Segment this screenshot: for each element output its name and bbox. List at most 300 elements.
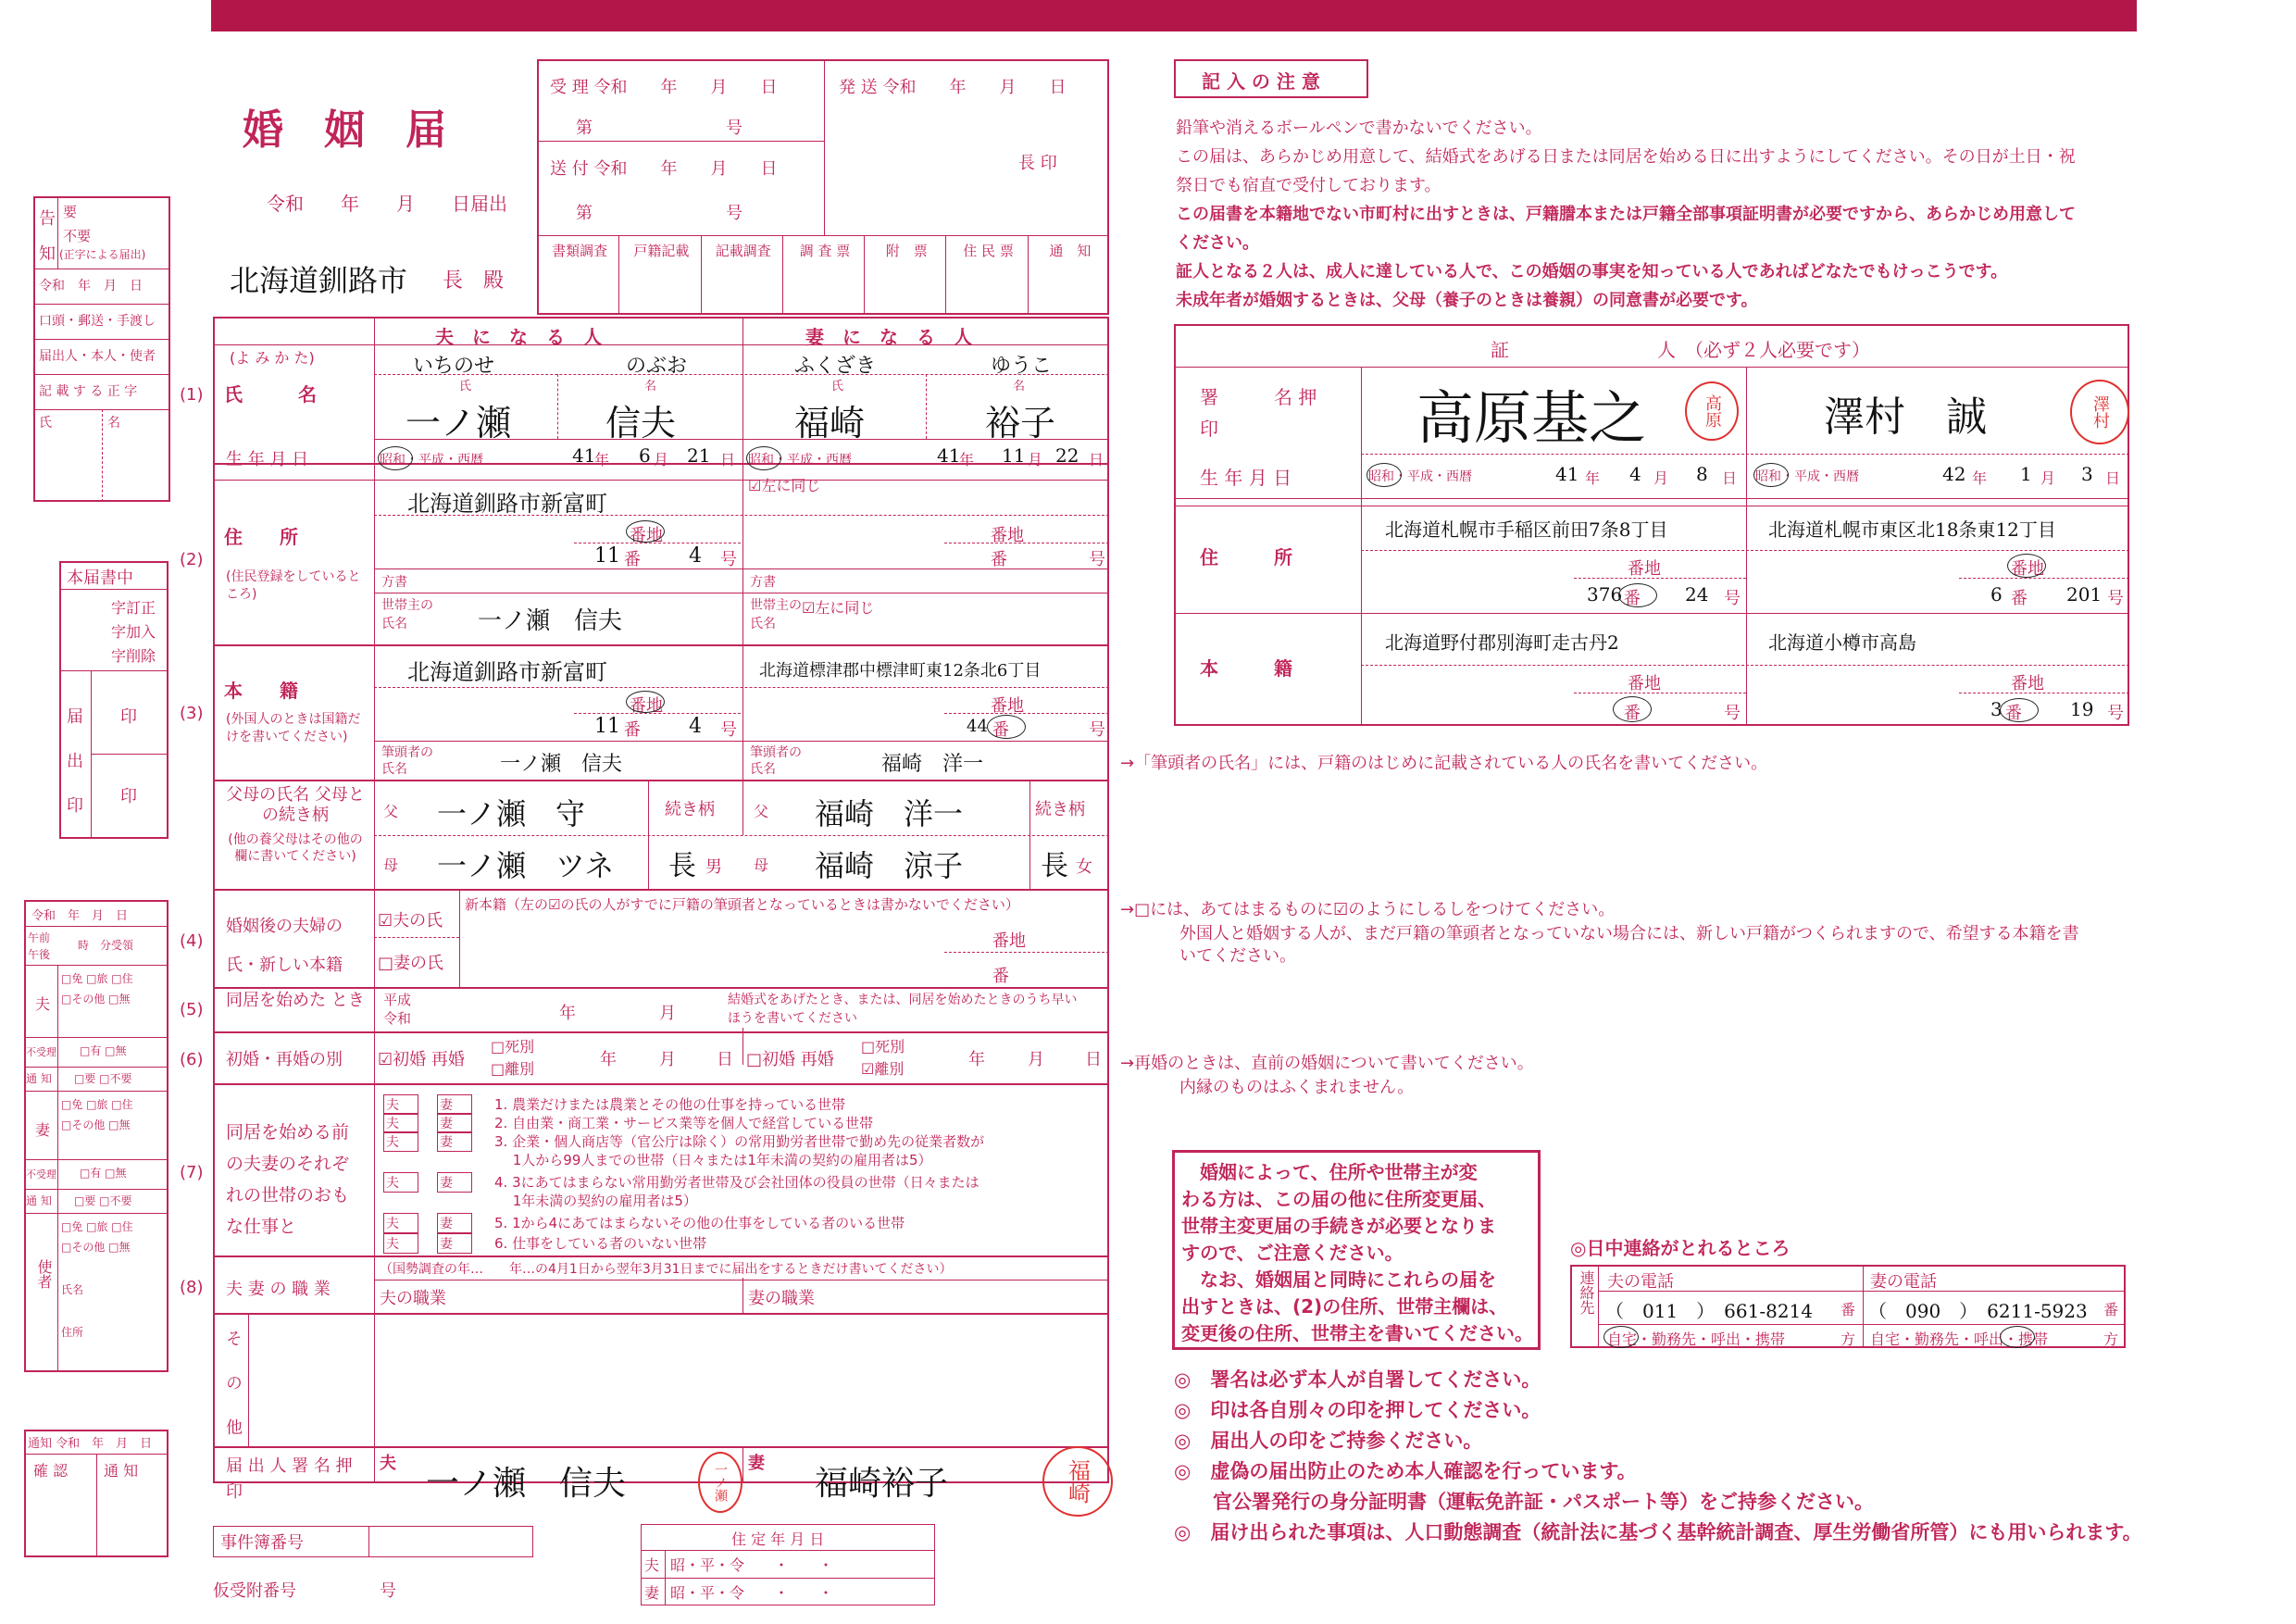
h-birth-day: 21 — [687, 444, 711, 467]
w2-hon-go-num: 19 — [2070, 698, 2094, 720]
check-cell-1: 戸籍記載 — [633, 243, 690, 259]
h-address: 北海道釧路市新富町 — [407, 491, 607, 517]
w2-hon-ban: 番 — [2005, 704, 2022, 723]
shigoto-fu-box[interactable]: 夫 — [383, 1233, 418, 1254]
note-line-5: 証人となる２人は、成人に達している人で、この婚姻の事実を知っている人であればどなたでもけっこうです。 — [1176, 262, 2008, 281]
w2-addr-ban-num: 6 — [1990, 583, 2003, 606]
todoke-char-1: 届 — [67, 707, 83, 727]
h-setainushi-label: 世帯主の氏名 — [381, 598, 433, 631]
receipt-send-no: 第 号 — [576, 204, 742, 223]
w-mother: 福崎 涼子 — [815, 848, 964, 883]
w2-hon-ban-num: 3 — [1990, 698, 2003, 720]
w-job-label: 妻の職業 — [748, 1289, 815, 1308]
kokuchi-opt-3: (正字による届出) — [59, 248, 146, 261]
contact-w-options: 自宅・勤務先・呼出・携帯 — [1870, 1330, 2049, 1348]
h-birth-d-unit: 日 — [720, 451, 736, 468]
h-birth-year: 41 — [572, 444, 596, 467]
shigoto-item-0: 1. 農業だけまたは農業とその他の仕事を持っている世帯 — [494, 1096, 846, 1113]
seal-label-1: 印 — [120, 707, 137, 727]
h-sign-label: 夫 — [380, 1454, 396, 1473]
check-divider — [864, 235, 865, 315]
note-line-6: 未成年者が婚姻するときは、父母（養子のときは養親）の同意書が必要です。 — [1176, 291, 1758, 310]
arrow-note-2a: →□には、あてはまるものに☑のようにしるしをつけてください。 — [1120, 900, 1616, 919]
w-birth-day: 22 — [1055, 444, 1079, 467]
honchu-item-3: 字削除 — [111, 647, 156, 665]
w-saikon-day: 日 — [1085, 1050, 1102, 1069]
juri-h-other: □その他 □無 — [61, 993, 131, 1006]
w1-honseki: 北海道野付郡別海町走古丹2 — [1385, 631, 1619, 654]
sec-3: (3) — [180, 704, 204, 723]
todoke-char-3: 印 — [67, 796, 83, 816]
form-title: 婚 姻 届 — [243, 106, 446, 154]
honseki-label: 本 籍 — [224, 680, 298, 702]
h-saikon-day: 日 — [717, 1050, 733, 1069]
contact-h-ban: 番 — [1841, 1301, 1856, 1318]
contact-title: ◎日中連絡がとれるところ — [1570, 1237, 1791, 1259]
w-hittosha-label: 筆頭者の氏名 — [750, 745, 802, 777]
change-line-0: 婚姻によって、住所や世帯主が変 — [1200, 1161, 1478, 1183]
juri-s-menkyo: □免 □旅 □住 — [61, 1220, 133, 1233]
shigoto-fu-box[interactable]: 夫 — [383, 1113, 418, 1133]
shigoto-item-2: 3. 企業・個人商店等（官公庁は除く）の常用勤労者世帯で勤め先の従業者数が — [494, 1133, 985, 1150]
juri-s-addr: 住所 — [61, 1326, 84, 1339]
h-saikon-year: 年 — [600, 1050, 617, 1069]
w-father: 福崎 洋一 — [815, 796, 964, 831]
sec-4: (4) — [180, 931, 204, 951]
shigoto-tsuma-box[interactable]: 妻 — [437, 1113, 472, 1133]
w1-birth-d-unit: 日 — [1722, 469, 1738, 487]
shigoto-item-3: 1人から99人までの世帯（日々または1年未満の契約の雇用者は5） — [494, 1152, 932, 1168]
margin-row-1: 令和 年 月 日 — [39, 279, 143, 294]
confirm-tsuchi: 通 知 — [104, 1462, 139, 1480]
bullet-1: ◎ 印は各自別々の印を押してください。 — [1174, 1399, 1541, 1421]
h-seal: 一ノ瀬 — [698, 1452, 742, 1513]
w-kana-mei: ゆうこ — [991, 355, 1053, 378]
witness-addr-label: 住 所 — [1200, 546, 1292, 568]
shigoto-label: 同居を始める前の夫妻のそれぞれの世帯のおもな仕事と — [226, 1122, 350, 1237]
w-hittosha: 福崎 洋一 — [881, 753, 984, 776]
h-signature: 一ノ瀬 信夫 — [426, 1465, 627, 1503]
w1-name: 高原基之 — [1416, 384, 1647, 452]
h-ribetsu[interactable]: □離別 — [491, 1060, 535, 1078]
birth-label: 生 年 月 日 — [226, 450, 309, 469]
check-divider — [1028, 235, 1029, 315]
w2-birth-d: 3 — [2081, 463, 2093, 485]
address-note: (住民登録をしているところ) — [226, 569, 361, 602]
kokuchi-char-2: 知 — [39, 244, 56, 264]
h-birth-month: 6 — [639, 444, 651, 467]
sec-8: (8) — [180, 1278, 204, 1297]
margin-name-na: 名 — [107, 416, 120, 431]
contact-w-kata: 方 — [2103, 1330, 2119, 1348]
check-divider — [701, 235, 702, 315]
yomikata-label: (よ み か た) — [230, 349, 315, 367]
dokyo-year: 年 — [559, 1004, 576, 1023]
seal-label-2: 印 — [120, 787, 137, 806]
contact-h-tel: （ 011 ） 661-8214 — [1605, 1300, 1814, 1322]
h-relation-2: 男 — [705, 857, 722, 877]
check-divider — [945, 235, 946, 315]
w-birth-m-unit: 月 — [1028, 451, 1043, 468]
w-hon-banchi: 番地 — [991, 696, 1024, 716]
w-birth-year: 41 — [937, 444, 961, 467]
w-seal: 福崎 — [1042, 1446, 1113, 1517]
juri-h-yofuyo: □要 □不要 — [74, 1072, 132, 1085]
w-relation-2: 女 — [1076, 857, 1092, 877]
new-honseki-label: 新本籍（左の☑の氏の人がすでに戸籍の筆頭者となっているときは書かないでください） — [465, 896, 1019, 913]
h-saikon[interactable]: ☑初婚 再婚 — [378, 1050, 465, 1069]
shigoto-fu-box[interactable]: 夫 — [383, 1213, 418, 1233]
h-setainushi: 一ノ瀬 信夫 — [478, 607, 623, 635]
h-addr-go: 号 — [720, 550, 737, 569]
jutei-h-row: 昭・平・令 ・ ・ — [670, 1556, 834, 1574]
shigoto-tsuma-box[interactable]: 妻 — [437, 1233, 472, 1254]
w-birth-d-unit: 日 — [1089, 451, 1104, 468]
h-addr-go-num: 4 — [689, 544, 702, 568]
w-sign-label: 妻 — [748, 1454, 765, 1473]
shigoto-item-4: 4. 3にあてはまらない常用勤労者世帯及び会社団体の役員の世帯（日々または — [494, 1174, 980, 1191]
juri-otto: 夫 — [35, 995, 51, 1013]
w-mother-label: 母 — [754, 856, 769, 874]
h-uji-label: 氏 — [459, 380, 472, 394]
margin-row-2: 口頭・郵送・手渡し — [39, 314, 156, 329]
sec-2: (2) — [180, 550, 204, 569]
jutei-h-label: 夫 — [644, 1556, 660, 1574]
w-hon-ban-num: 44 — [967, 717, 988, 736]
bullet-2: ◎ 届出人の印をご持参ください。 — [1174, 1430, 1483, 1452]
dokyo-label: 同居を始めた とき — [226, 991, 365, 1010]
h-katagaki: 方書 — [381, 575, 407, 590]
check-cell-5: 住 民 票 — [963, 243, 1014, 259]
shigoto-item-5: 1年未満の契約の雇用者は5） — [494, 1193, 697, 1209]
name-label: 氏 名 — [224, 383, 317, 406]
w-birth-y-unit: 年 — [959, 451, 975, 468]
shigoto-tsuma-box[interactable]: 妻 — [437, 1172, 472, 1193]
w-hon-ban: 番 — [992, 720, 1009, 740]
h-hon-go: 号 — [720, 720, 737, 740]
w1-birth-m: 4 — [1629, 463, 1641, 485]
saikon-label: 初婚・再婚の別 — [226, 1050, 343, 1069]
w-katagaki: 方書 — [750, 575, 776, 590]
h-kana-sei: いちのせ — [413, 355, 495, 378]
arrow-note-3b: 内縁のものはふくまれません。 — [1179, 1078, 1415, 1097]
contact-w-tel: （ 090 ） 6211-5923 — [1868, 1300, 2088, 1322]
contact-w-ban: 番 — [2103, 1301, 2119, 1318]
bullet-4: 官公署発行の身分証明書（運転免許証・パスポート等）をご持参ください。 — [1174, 1491, 1874, 1513]
arrow-note-2b: 外国人と婚姻する人が、まだ戸籍の筆頭者となっていない場合には、新しい戸籍がつくられますので、希望する本籍を書 — [1179, 924, 2079, 943]
wife-heading: 妻 に な る 人 — [805, 326, 972, 348]
juri-w-umu: □有 □無 — [80, 1167, 127, 1180]
w-saikon-year: 年 — [968, 1050, 985, 1069]
h-hon-go-num: 4 — [689, 715, 702, 738]
dokyo-era: 平成 令和 — [383, 992, 412, 1027]
check-cell-6: 通 知 — [1049, 243, 1092, 259]
arrow-note-1: →「筆頭者の氏名」には、戸籍のはじめに記載されている人の氏名を書いてください。 — [1120, 754, 1768, 773]
change-line-3: すので、ご注意ください。 — [1181, 1242, 1404, 1264]
h-birth-m-unit: 月 — [654, 451, 669, 468]
witness-honseki-label: 本 籍 — [1200, 657, 1292, 680]
h-father-label: 父 — [383, 803, 399, 820]
dokyo-month: 月 — [659, 1004, 676, 1023]
w-given-name: 裕子 — [985, 403, 1056, 443]
kokuchi-opt-2: 不要 — [63, 228, 92, 244]
shigoto-tsuma-box[interactable]: 妻 — [437, 1213, 472, 1233]
contact-label: 連絡先 — [1578, 1270, 1595, 1315]
note-line-4: ください。 — [1176, 233, 1259, 253]
w2-birth-y: 42 — [1942, 463, 1966, 485]
h-hittosha: 一ノ瀬 信夫 — [500, 753, 623, 776]
shigoto-item-7: 6. 仕事をしている者のいない世帯 — [494, 1235, 707, 1252]
honchu-item-2: 字加入 — [111, 623, 156, 641]
shokugyo-label: 夫 妻 の 職 業 — [226, 1280, 331, 1299]
h-addr-ban: 番 — [624, 550, 641, 569]
w1-addr-ban-num: 376 — [1587, 583, 1623, 606]
jutei-w-label: 妻 — [644, 1584, 660, 1602]
notes-title: 記 入 の 注 意 — [1202, 70, 1320, 93]
office-name: 北海道釧路市 — [230, 263, 408, 298]
w-na-label: 名 — [1013, 380, 1026, 394]
new-honseki-banchi: 番地 — [992, 931, 1026, 951]
change-line-1: わる方は、この届の他に住所変更届、 — [1181, 1188, 1496, 1210]
contact-h-kata: 方 — [1841, 1330, 1856, 1348]
juri-h-menkyo: □免 □旅 □住 — [61, 972, 133, 985]
juri-tsuma: 妻 — [35, 1121, 51, 1139]
w1-birth-y: 41 — [1555, 463, 1579, 485]
bullet-0: ◎ 署名は必ず本人が自署してください。 — [1174, 1368, 1541, 1391]
h-honseki: 北海道釧路市新富町 — [407, 659, 607, 685]
dokyo-note: 結婚式をあげたとき、または、同居を始めたときのうち早いほうを書いてください — [728, 993, 1078, 1026]
note-line-3: この届書を本籍地でない市町村に出すときは、戸籍謄本または戸籍全部事項証明書が必要ですから、あらかじめ用意して — [1176, 205, 2076, 224]
kokuchi-char-1: 告 — [39, 209, 56, 229]
h-birth-y-unit: 年 — [594, 451, 610, 468]
after-husband-check[interactable]: ☑夫の氏 — [378, 911, 443, 931]
receipt-recv: 受 理 令和 年 月 日 — [550, 78, 778, 97]
w-addr-ban: 番 — [991, 550, 1007, 569]
w-signature: 福崎裕子 — [815, 1465, 949, 1503]
w2-addr-ban: 番 — [2011, 589, 2028, 608]
after-label: 婚姻後の夫婦の 氏・新しい本籍 — [226, 917, 343, 975]
receipt-dispatch: 発 送 令和 年 月 日 — [839, 78, 1067, 97]
honchu-item-1: 字訂正 — [111, 599, 156, 617]
w1-birth-m-unit: 月 — [1653, 469, 1669, 487]
w-addr-banchi: 番地 — [991, 526, 1024, 545]
w-zokugara: 続き柄 — [1035, 800, 1085, 819]
w1-hon-banchi: 番地 — [1628, 674, 1661, 693]
w-shibetsu[interactable]: □死別 — [861, 1038, 905, 1056]
parents-label: 父母の氏名 父母との続き柄 — [226, 785, 365, 825]
check-divider — [618, 235, 619, 315]
contact-h-options: 自宅・勤務先・呼出・携帯 — [1607, 1330, 1786, 1348]
note-line-0: 鉛筆や消えるボールペンで書かないでください。 — [1176, 119, 1542, 138]
shigoto-fu-box[interactable]: 夫 — [383, 1131, 418, 1152]
h-mother-label: 母 — [383, 856, 399, 874]
w-hon-go: 号 — [1089, 720, 1105, 740]
top-band — [211, 0, 2137, 31]
todoke-char-2: 出 — [67, 752, 83, 771]
h-hittosha-label: 筆頭者の氏名 — [381, 745, 433, 777]
h-relation: 長 — [668, 850, 696, 882]
h-job-label: 夫の職業 — [380, 1289, 446, 1308]
juri-time: 時 分受領 — [78, 939, 134, 952]
juri-h-umu: □有 □無 — [80, 1044, 127, 1057]
sec-1: (1) — [180, 385, 204, 405]
juri-date: 令和 年 月 日 — [31, 909, 129, 923]
w-addr-go: 号 — [1089, 550, 1105, 569]
contact-w-head: 妻の電話 — [1870, 1272, 1937, 1292]
w-uji-label: 氏 — [831, 380, 844, 394]
check-cell-3: 調 査 票 — [799, 243, 851, 259]
h-surname: 一ノ瀬 — [406, 403, 512, 443]
w1-addr-go-num: 24 — [1685, 583, 1709, 606]
arrow-note-3a: →再婚のときは、直前の婚姻について書いてください。 — [1120, 1054, 1534, 1073]
h-saikon-month: 月 — [659, 1050, 676, 1069]
sec-7: (7) — [180, 1163, 204, 1182]
receipt-recv-no: 第 号 — [576, 119, 742, 138]
w1-seal: 高原 — [1685, 381, 1739, 441]
w2-addr-banchi: 番地 — [2011, 559, 2044, 579]
juri-pm: 午後 — [28, 948, 51, 961]
w2-birth-m: 1 — [2020, 463, 2032, 485]
w-ribetsu[interactable]: ☑離別 — [861, 1060, 905, 1078]
w-setainushi-label: 世帯主の氏名 — [750, 598, 802, 631]
w2-birth-y-unit: 年 — [1972, 469, 1988, 487]
confirm-head: 通知 令和 年 月 日 — [28, 1437, 153, 1451]
juri-s-name: 氏名 — [61, 1283, 84, 1296]
w2-birth-m-unit: 月 — [2040, 469, 2056, 487]
sonota-label: そ の 他 — [223, 1330, 243, 1441]
juri-am: 午前 — [28, 931, 51, 944]
husband-heading: 夫 に な る 人 — [435, 326, 602, 348]
h-hon-ban: 番 — [624, 720, 641, 740]
h-kana-mei: のぶお — [626, 355, 688, 378]
w2-honseki: 北海道小樽市高島 — [1768, 631, 1916, 654]
juri-s-other: □その他 □無 — [61, 1241, 131, 1254]
sec-6: (6) — [180, 1050, 204, 1069]
w-saikon[interactable]: □初婚 再婚 — [746, 1050, 834, 1069]
kari-juri-no: 仮受附番号 号 — [213, 1581, 396, 1601]
change-line-6: 変更後の住所、世帯主を書いてください。 — [1181, 1322, 1533, 1344]
check-cell-2: 記載調査 — [715, 243, 771, 259]
change-line-5: 出すときは、(2)の住所、世帯主欄は、 — [1181, 1295, 1508, 1318]
receipt-seal: 長 印 — [1018, 154, 1057, 173]
margin-row-3: 届出人・本人・使者 — [39, 349, 156, 364]
juri-w-menkyo: □免 □旅 □住 — [61, 1098, 133, 1111]
w-same-as-left-addr: ☑左に同じ — [748, 477, 821, 494]
bullet-5: ◎ 届け出られた事項は、人口動態調査（統計法に基づく基幹統計調査、厚生労働省所管）にも用いられます。 — [1174, 1521, 2142, 1543]
change-line-4: なお、婚姻届と同時にこれらの届を — [1200, 1268, 1496, 1291]
w1-addr-banchi: 番地 — [1628, 559, 1661, 579]
witness-head: 証 人 （必ず２人必要です） — [1491, 339, 1870, 361]
shigoto-fu-box[interactable]: 夫 — [383, 1094, 418, 1115]
shigoto-fu-box[interactable]: 夫 — [383, 1172, 418, 1193]
w-setai-same: ☑左に同じ — [802, 599, 875, 617]
w2-addr-go-num: 201 — [2066, 583, 2103, 606]
new-honseki-ban: 番 — [992, 967, 1009, 986]
w1-hon-go: 号 — [1724, 704, 1741, 723]
shigoto-item-1: 2. 自由業・商工業・サービス業等を個人で経営している世帯 — [494, 1115, 874, 1131]
check-cell-4: 附 票 — [885, 243, 928, 259]
honchu-label: 本届書中 — [67, 568, 133, 588]
w1-birth-d: 8 — [1696, 463, 1708, 485]
juri-w-other: □その他 □無 — [61, 1118, 131, 1131]
h-hon-banchi: 番地 — [630, 696, 663, 716]
witness-birth-label: 生 年 月 日 — [1200, 467, 1292, 489]
h-era: 昭和・平成・西暦 — [380, 453, 483, 468]
shigoto-tsuma-box[interactable]: 妻 — [437, 1131, 472, 1152]
todokede-label: 届 出 人 署 名 押 印 — [226, 1456, 353, 1502]
w2-address: 北海道札幌市東区北18条東12丁目 — [1768, 518, 2056, 541]
after-wife-check[interactable]: □妻の氏 — [378, 954, 444, 973]
address-label: 住 所 — [224, 526, 298, 548]
w2-addr-go: 号 — [2107, 589, 2124, 608]
check-cell-0: 書類調査 — [552, 243, 608, 259]
shigoto-item-6: 5. 1から4にあてはまらないその他の仕事をしている者のいる世帯 — [494, 1215, 905, 1231]
juri-shisha: 使者 — [35, 1259, 53, 1289]
w1-era: 昭和・平成・西暦 — [1368, 469, 1472, 484]
kokuchi-opt-1: 要 — [63, 204, 78, 220]
filing-date: 令和 年 月 日届出 — [267, 193, 507, 215]
jiken-label: 事件簿番号 — [220, 1533, 304, 1553]
change-line-2: 世帯主変更届の手続きが必要となりま — [1181, 1215, 1496, 1237]
w2-birth-d-unit: 日 — [2105, 469, 2121, 487]
check-divider — [782, 235, 783, 315]
contact-h-head: 夫の電話 — [1607, 1272, 1674, 1292]
juri-w-tsuchi: 通 知 — [26, 1194, 52, 1207]
margin-row-4: 記 載 す る 正 字 — [39, 384, 138, 399]
w2-hon-go: 号 — [2107, 704, 2124, 723]
note-line-2: 祭日でも宿直で受付しております。 — [1176, 176, 1441, 195]
w1-address: 北海道札幌市手稲区前田7条8丁目 — [1385, 518, 1668, 541]
w1-addr-go: 号 — [1724, 589, 1741, 608]
h-addr-banchi: 番地 — [630, 526, 663, 545]
h-shibetsu[interactable]: □死別 — [491, 1038, 535, 1056]
juri-w-fujuri: 不受理 — [26, 1168, 56, 1181]
witness-sign-label: 署 名 押 印 — [1200, 386, 1373, 440]
jutei-head: 住 定 年 月 日 — [731, 1530, 825, 1548]
h-hon-ban-num: 11 — [594, 715, 620, 738]
receipt-send: 送 付 令和 年 月 日 — [550, 159, 778, 179]
arrow-note-2c: いてください。 — [1179, 946, 1296, 966]
w2-hon-banchi: 番地 — [2011, 674, 2044, 693]
parents-note: (他の養父母はその他の欄に書いてください) — [228, 832, 363, 864]
margin-name-uji: 氏 — [39, 416, 52, 431]
w-honseki: 北海道標津郡中標津町東12条北6丁目 — [759, 661, 1042, 681]
shokugyo-note: （国勢調査の年… 年…の4月1日から翌年3月31日までに届出をするときだけ書いてください） — [380, 1262, 953, 1277]
honseki-note: (外国人のときは国籍だけを書いてください) — [226, 712, 361, 744]
w-surname: 福崎 — [794, 403, 866, 443]
w-birth-month: 11 — [1002, 444, 1026, 467]
h-given-name: 信夫 — [605, 403, 677, 443]
w-relation: 長 — [1041, 850, 1068, 882]
sec-5: (5) — [180, 1000, 204, 1019]
w2-era: 昭和・平成・西暦 — [1755, 469, 1859, 484]
h-father: 一ノ瀬 守 — [437, 796, 586, 831]
h-addr-ban-num: 11 — [594, 544, 620, 568]
h-na-label: 名 — [644, 380, 657, 394]
w2-seal: 澤村 — [2070, 380, 2129, 444]
juri-w-yofuyo: □要 □不要 — [74, 1194, 132, 1207]
note-line-1: この届は、あらかじめ用意して、結婚式をあげる日または同居を始める日に出すようにしてください。その日が土日・祝 — [1176, 147, 2076, 167]
h-zokugara: 続き柄 — [665, 800, 715, 819]
shigoto-tsuma-box[interactable]: 妻 — [437, 1094, 472, 1115]
w2-name: 澤村 誠 — [1824, 394, 1987, 441]
bullet-3: ◎ 虚偽の届出防止のため本人確認を行っています。 — [1174, 1460, 1637, 1482]
w-saikon-month: 月 — [1028, 1050, 1044, 1069]
jutei-w-row: 昭・平・令 ・ ・ — [670, 1584, 834, 1602]
w1-hon-ban: 番 — [1624, 704, 1641, 723]
w1-birth-y-unit: 年 — [1585, 469, 1601, 487]
w-father-label: 父 — [754, 803, 769, 820]
